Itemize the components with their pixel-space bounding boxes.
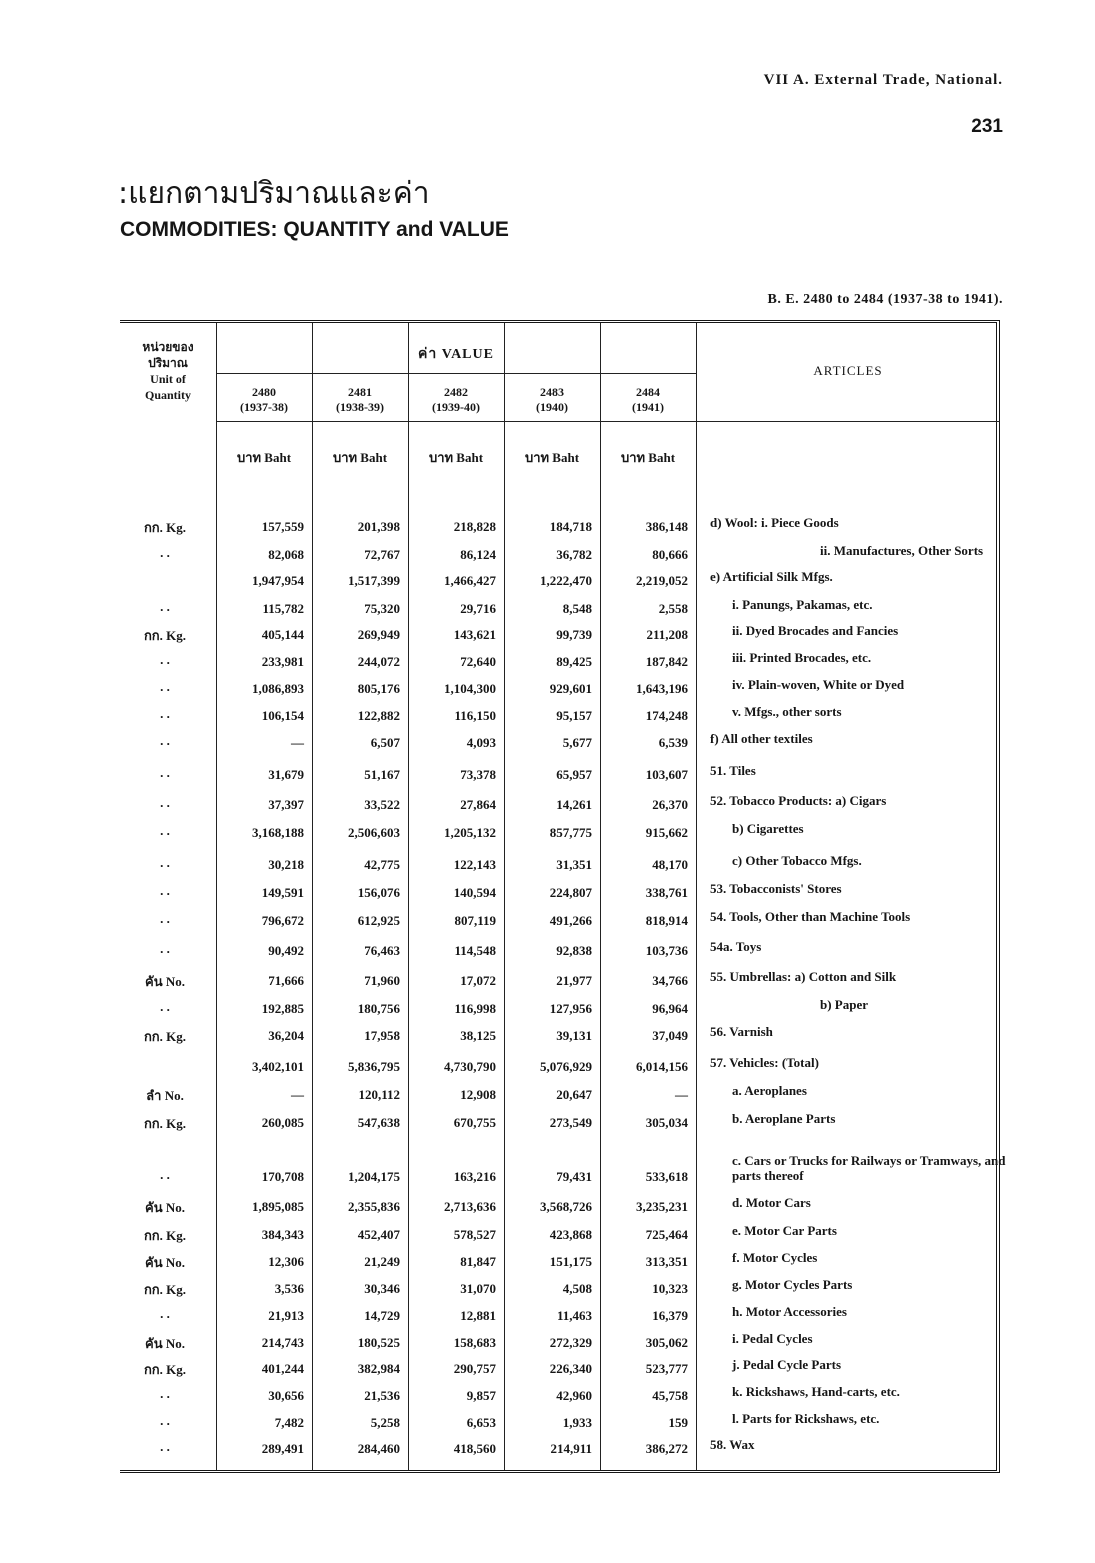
unit-cell: . . — [160, 999, 170, 1014]
value-cell: 17,072 — [460, 973, 496, 988]
article-cell: ii. Manufactures, Other Sorts — [820, 543, 984, 558]
table-row — [120, 1329, 1000, 1355]
value-cell: 180,525 — [357, 1335, 400, 1350]
value-cell: 103,736 — [645, 943, 688, 958]
value-cell: 31,351 — [556, 857, 592, 872]
value-cell: 12,306 — [268, 1254, 304, 1269]
value-cell: 11,463 — [556, 1308, 592, 1323]
value-cell: 305,062 — [645, 1335, 688, 1350]
value-cell: 180,756 — [357, 1001, 400, 1016]
value-cell: 48,170 — [652, 857, 688, 872]
value-cell: 273,549 — [549, 1115, 592, 1130]
value-cell: 14,261 — [556, 797, 592, 812]
value-cell: 2,506,603 — [348, 825, 400, 840]
value-cell: 36,782 — [556, 547, 592, 562]
value-cell: 807,119 — [454, 913, 496, 928]
unit-cell: . . — [160, 599, 170, 614]
value-cell: 2,219,052 — [636, 573, 688, 588]
table-row — [120, 702, 1000, 728]
table-row — [120, 1081, 1000, 1107]
value-cell: 21,536 — [364, 1388, 400, 1403]
table-row — [120, 819, 1000, 845]
value-cell: 120,112 — [358, 1087, 400, 1102]
value-cell: 224,807 — [549, 885, 592, 900]
value-cell: 31,070 — [460, 1281, 496, 1296]
table-row — [120, 851, 1000, 877]
unit-cell: . . — [160, 1386, 170, 1401]
value-cell: 5,677 — [562, 735, 592, 750]
article-cell: i. Pedal Cycles — [732, 1331, 813, 1346]
value-cell: 156,076 — [357, 885, 400, 900]
value-cell: 81,847 — [460, 1254, 496, 1269]
value-cell: 31,679 — [268, 767, 304, 782]
unit-cell: . . — [160, 1167, 170, 1182]
value-cell: 37,049 — [652, 1028, 688, 1043]
table-row — [120, 879, 1000, 905]
article-cell: 56. Varnish — [710, 1024, 773, 1039]
currency-label: บาท Baht — [620, 450, 676, 465]
table-row — [120, 1382, 1000, 1408]
article-cell: ii. Dyed Brocades and Fancies — [732, 623, 899, 638]
value-cell: 72,767 — [364, 547, 400, 562]
value-cell: 39,131 — [556, 1028, 592, 1043]
value-cell: 82,068 — [268, 547, 304, 562]
value-cell: 184,718 — [549, 519, 592, 534]
article-cell: d) Wool: i. Piece Goods — [710, 515, 839, 530]
value-cell: 313,351 — [645, 1254, 688, 1269]
value-cell: 272,329 — [549, 1335, 592, 1350]
value-cell: 33,522 — [364, 797, 400, 812]
value-cell: 8,548 — [562, 601, 592, 616]
table-row — [120, 761, 1000, 787]
value-cell: 201,398 — [357, 519, 400, 534]
year-header — [600, 385, 696, 415]
value-cell: 115,782 — [262, 601, 304, 616]
value-cell: 149,591 — [261, 885, 304, 900]
article-cell: 54a. Toys — [710, 939, 762, 954]
value-cell: 4,093 — [466, 735, 496, 750]
value-cell: 5,076,929 — [540, 1059, 592, 1074]
value-cell: 30,656 — [268, 1388, 304, 1403]
header-rule — [216, 421, 1000, 422]
article-cell: 53. Tobacconists' Stores — [710, 881, 842, 896]
value-cell: 38,125 — [460, 1028, 496, 1043]
value-cell: 71,960 — [364, 973, 400, 988]
table-row — [120, 1435, 1000, 1461]
article-cell: e) Artificial Silk Mfgs. — [710, 569, 833, 584]
unit-cell: . . — [160, 855, 170, 870]
value-cell: 6,653 — [466, 1415, 496, 1430]
article-cell: iii. Printed Brocades, etc. — [732, 650, 872, 665]
value-cell: 114,548 — [454, 943, 496, 958]
value-cell: 7,482 — [274, 1415, 304, 1430]
article-cell: f) All other textiles — [710, 731, 813, 746]
value-cell: 21,913 — [268, 1308, 304, 1323]
year-be: 2483 — [540, 385, 564, 399]
value-cell: 9,857 — [466, 1388, 496, 1403]
year-be: 2484 — [636, 385, 660, 399]
value-cell: — — [675, 1087, 688, 1102]
value-cell: 3,235,231 — [636, 1199, 688, 1214]
value-cell: 26,370 — [652, 797, 688, 812]
unit-cell: กก. Kg. — [143, 1228, 187, 1243]
value-cell: 34,766 — [652, 973, 688, 988]
value-cell: 96,964 — [652, 1001, 688, 1016]
value-cell: 30,218 — [268, 857, 304, 872]
value-cell: 30,346 — [364, 1281, 400, 1296]
unit-cell: กก. Kg. — [143, 1362, 187, 1377]
value-cell: 915,662 — [645, 825, 688, 840]
unit-cell: . . — [160, 883, 170, 898]
value-cell: 157,559 — [261, 519, 304, 534]
article-cell: 58. Wax — [710, 1437, 755, 1452]
value-cell: 1,933 — [562, 1415, 592, 1430]
value-cell: 6,539 — [658, 735, 688, 750]
unit-cell: คัน No. — [145, 974, 185, 989]
articles-header: ARTICLES — [813, 363, 883, 378]
article-cell: b) Paper — [820, 997, 869, 1012]
value-cell: 6,507 — [370, 735, 400, 750]
article-cell: d. Motor Cars — [732, 1195, 811, 1210]
value-cell: 857,775 — [549, 825, 592, 840]
header-rule — [216, 373, 696, 374]
value-cell: 122,882 — [357, 708, 400, 723]
unit-cell: . . — [160, 1439, 170, 1454]
year-header — [504, 385, 600, 415]
year-ad: (1940) — [536, 400, 568, 414]
unit-cell: คัน No. — [145, 1255, 185, 1270]
unit-cell: . . — [160, 652, 170, 667]
year-be: 2480 — [252, 385, 276, 399]
value-cell: 452,407 — [357, 1227, 400, 1242]
value-cell: 73,378 — [460, 767, 496, 782]
unit-cell: กก. Kg. — [143, 628, 187, 643]
value-cell: 260,085 — [261, 1115, 304, 1130]
value-cell: 37,397 — [268, 797, 304, 812]
value-cell: 95,157 — [556, 708, 592, 723]
table-row — [120, 1409, 1000, 1435]
unit-cell: คัน No. — [145, 1200, 185, 1215]
value-cell: 4,508 — [562, 1281, 592, 1296]
value-cell: 1,466,427 — [444, 573, 496, 588]
value-cell: 151,175 — [549, 1254, 592, 1269]
article-cell: g. Motor Cycles Parts — [732, 1277, 853, 1292]
year-ad: (1939-40) — [432, 400, 480, 414]
value-cell: 405,144 — [261, 627, 304, 642]
value-cell: 269,949 — [357, 627, 400, 642]
unit-cell: . . — [160, 795, 170, 810]
article-cell: 54. Tools, Other than Machine Tools — [710, 909, 911, 924]
value-cell: 2,713,636 — [444, 1199, 496, 1214]
value-cell: 17,958 — [364, 1028, 400, 1043]
unit-cell: . . — [160, 733, 170, 748]
value-cell: 16,379 — [652, 1308, 688, 1323]
table-row — [120, 937, 1000, 963]
value-cell: 45,758 — [652, 1388, 688, 1403]
value-cell: 423,868 — [549, 1227, 592, 1242]
unit-header-line: หน่วยของ — [142, 340, 194, 354]
unit-cell: . . — [160, 706, 170, 721]
value-cell: 214,743 — [261, 1335, 304, 1350]
value-cell: 805,176 — [357, 681, 400, 696]
year-header — [216, 385, 312, 415]
value-cell: 72,640 — [460, 654, 496, 669]
unit-header-line: ปริมาณ — [148, 356, 188, 370]
value-cell: 36,204 — [268, 1028, 304, 1043]
value-cell: 192,885 — [261, 1001, 304, 1016]
value-cell: 65,957 — [556, 767, 592, 782]
table-row — [120, 1109, 1000, 1135]
article-cell: 51. Tiles — [710, 763, 756, 778]
value-cell: 284,460 — [357, 1441, 400, 1456]
table-row — [120, 675, 1000, 701]
table-row — [120, 595, 1000, 621]
value-cell: 214,911 — [550, 1441, 592, 1456]
value-cell: 159 — [668, 1415, 688, 1430]
table-row — [120, 1193, 1000, 1219]
article-cell: k. Rickshaws, Hand-carts, etc. — [732, 1384, 900, 1399]
value-cell: 491,266 — [549, 913, 592, 928]
unit-cell: คัน No. — [145, 1336, 185, 1351]
article-cell: h. Motor Accessories — [732, 1304, 847, 1319]
unit-cell: . . — [160, 679, 170, 694]
value-cell: 670,755 — [453, 1115, 496, 1130]
value-cell: 116,150 — [454, 708, 496, 723]
unit-header — [120, 339, 216, 403]
value-cell: 71,666 — [268, 973, 304, 988]
unit-header-line: Unit of — [150, 372, 186, 386]
page-title: COMMODITIES: QUANTITY and VALUE — [120, 218, 509, 241]
title-thai: :แยกตามปริมาณและค่า — [118, 176, 430, 211]
value-cell: 163,216 — [453, 1169, 496, 1184]
unit-header-line: Quantity — [144, 388, 191, 402]
table-row — [120, 1275, 1000, 1301]
value-cell: 21,249 — [364, 1254, 400, 1269]
table-row — [120, 1221, 1000, 1247]
year-ad: (1941) — [632, 400, 664, 414]
section-heading: VII A. External Trade, National. — [763, 72, 1003, 88]
value-cell: 29,716 — [460, 601, 496, 616]
value-cell: 401,244 — [261, 1361, 304, 1376]
value-cell: 106,154 — [261, 708, 304, 723]
unit-cell: . . — [160, 1306, 170, 1321]
value-cell: 233,981 — [261, 654, 304, 669]
article-cell: i. Panungs, Pakamas, etc. — [732, 597, 873, 612]
year-be: 2482 — [444, 385, 468, 399]
value-cell: 174,248 — [645, 708, 688, 723]
value-cell: 158,683 — [453, 1335, 496, 1350]
table-row — [120, 567, 1000, 593]
value-cell: 76,463 — [364, 943, 400, 958]
value-cell: 211,208 — [646, 627, 688, 642]
value-cell: 14,729 — [364, 1308, 400, 1323]
value-cell: 1,104,300 — [444, 681, 496, 696]
article-cell: b) Cigarettes — [732, 821, 804, 836]
table-row — [120, 1022, 1000, 1048]
value-cell: 386,148 — [645, 519, 688, 534]
value-cell: 51,167 — [364, 767, 400, 782]
value-cell: 187,842 — [645, 654, 688, 669]
value-cell: 3,402,101 — [252, 1059, 304, 1074]
value-cell: 103,607 — [645, 767, 688, 782]
article-cell: l. Parts for Rickshaws, etc. — [732, 1411, 880, 1426]
value-cell: 27,864 — [460, 797, 496, 812]
table-row — [120, 1053, 1000, 1079]
value-cell: 3,568,726 — [540, 1199, 592, 1214]
value-cell: 382,984 — [357, 1361, 400, 1376]
year-header — [312, 385, 408, 415]
currency-label: บาท Baht — [332, 450, 388, 465]
value-cell: 290,757 — [453, 1361, 496, 1376]
value-cell: 90,492 — [268, 943, 304, 958]
value-cell: 122,143 — [453, 857, 496, 872]
year-ad: (1938-39) — [336, 400, 384, 414]
value-cell: 1,222,470 — [540, 573, 592, 588]
value-cell: 1,205,132 — [444, 825, 496, 840]
value-cell: 92,838 — [556, 943, 592, 958]
value-cell: 5,836,795 — [348, 1059, 400, 1074]
unit-cell: . . — [160, 545, 170, 560]
unit-cell: . . — [160, 941, 170, 956]
unit-cell: กก. Kg. — [143, 1029, 187, 1044]
table-row — [120, 1355, 1000, 1381]
value-cell: 725,464 — [645, 1227, 688, 1242]
value-cell: 1,947,954 — [252, 573, 304, 588]
value-cell: 79,431 — [556, 1169, 592, 1184]
value-cell: 1,895,085 — [252, 1199, 304, 1214]
article-cell: f. Motor Cycles — [732, 1250, 818, 1265]
unit-cell: . . — [160, 1413, 170, 1428]
value-cell: 140,594 — [453, 885, 496, 900]
value-cell: 80,666 — [652, 547, 688, 562]
value-cell: 170,708 — [261, 1169, 304, 1184]
value-cell: 305,034 — [645, 1115, 688, 1130]
value-cell: 1,643,196 — [636, 681, 688, 696]
value-cell: 12,881 — [460, 1308, 496, 1323]
table-row — [120, 967, 1000, 993]
value-cell: 2,558 — [658, 601, 688, 616]
value-cell: 226,340 — [549, 1361, 592, 1376]
table-row — [120, 648, 1000, 674]
article-cell: c) Other Tobacco Mfgs. — [732, 853, 862, 868]
unit-cell: . . — [160, 823, 170, 838]
unit-cell: กก. Kg. — [143, 520, 187, 535]
unit-cell: ลำ No. — [146, 1088, 184, 1103]
article-cell: j. Pedal Cycle Parts — [732, 1357, 842, 1372]
unit-cell: กก. Kg. — [143, 1116, 187, 1131]
table-row — [120, 541, 1000, 567]
value-cell: 86,124 — [460, 547, 496, 562]
value-cell: 818,914 — [645, 913, 688, 928]
value-cell: 3,168,188 — [252, 825, 304, 840]
value-cell: 338,761 — [645, 885, 688, 900]
value-cell: 418,560 — [453, 1441, 496, 1456]
value-cell: 116,998 — [454, 1001, 496, 1016]
value-cell: 21,977 — [556, 973, 592, 988]
article-cell: c. Cars or Trucks for Railways or Tramways, and parts thereof — [732, 1153, 1006, 1183]
value-cell: 6,014,156 — [636, 1059, 688, 1074]
value-cell: 523,777 — [645, 1361, 688, 1376]
period-label: B. E. 2480 to 2484 (1937-38 to 1941). — [767, 292, 1003, 307]
value-cell: 533,618 — [645, 1169, 688, 1184]
value-cell: 42,775 — [364, 857, 400, 872]
value-cell: 2,355,836 — [348, 1199, 400, 1214]
value-cell: — — [291, 1087, 304, 1102]
value-cell: 3,536 — [274, 1281, 304, 1296]
value-cell: 12,908 — [460, 1087, 496, 1102]
table-row — [120, 1248, 1000, 1274]
value-cell: 75,320 — [364, 601, 400, 616]
table-row — [120, 621, 1000, 647]
value-cell: 1,086,893 — [252, 681, 304, 696]
value-cell: 10,323 — [652, 1281, 688, 1296]
table-row — [120, 513, 1000, 539]
year-header — [408, 385, 504, 415]
unit-cell: . . — [160, 765, 170, 780]
value-cell: 386,272 — [645, 1441, 688, 1456]
value-cell: 384,343 — [261, 1227, 304, 1242]
table-row — [120, 1302, 1000, 1328]
year-be: 2481 — [348, 385, 372, 399]
currency-label: บาท Baht — [524, 450, 580, 465]
year-ad: (1937-38) — [240, 400, 288, 414]
article-cell: v. Mfgs., other sorts — [732, 704, 842, 719]
value-cell: 547,638 — [357, 1115, 400, 1130]
value-cell: 5,258 — [370, 1415, 400, 1430]
article-cell: b. Aeroplane Parts — [732, 1111, 836, 1126]
value-cell: 1,204,175 — [348, 1169, 400, 1184]
table-row — [120, 907, 1000, 933]
table-row — [120, 791, 1000, 817]
value-cell: 796,672 — [261, 913, 304, 928]
currency-label: บาท Baht — [428, 450, 484, 465]
value-cell: 89,425 — [556, 654, 592, 669]
value-cell: 42,960 — [556, 1388, 592, 1403]
article-cell: e. Motor Car Parts — [732, 1223, 837, 1238]
value-cell: 289,491 — [261, 1441, 304, 1456]
article-cell: a. Aeroplanes — [732, 1083, 807, 1098]
article-cell: 52. Tobacco Products: a) Cigars — [710, 793, 887, 808]
value-cell: 578,527 — [453, 1227, 496, 1242]
article-cell: 57. Vehicles: (Total) — [710, 1055, 819, 1070]
value-cell: 929,601 — [549, 681, 592, 696]
value-cell: 244,072 — [357, 654, 400, 669]
article-cell: iv. Plain-woven, White or Dyed — [732, 677, 905, 692]
value-cell: — — [291, 735, 304, 750]
currency-label: บาท Baht — [236, 450, 292, 465]
value-cell: 612,925 — [357, 913, 400, 928]
value-cell: 99,739 — [556, 627, 592, 642]
value-cell: 143,621 — [453, 627, 496, 642]
value-cell: 1,517,399 — [348, 573, 400, 588]
value-cell: 20,647 — [556, 1087, 592, 1102]
page-number: 231 — [971, 116, 1003, 137]
article-cell: 55. Umbrellas: a) Cotton and Silk — [710, 969, 897, 984]
table-row — [120, 1153, 1006, 1189]
value-header: ค่า VALUE — [418, 347, 494, 362]
table-row — [120, 729, 1000, 755]
unit-cell: กก. Kg. — [143, 1282, 187, 1297]
value-cell: 127,956 — [549, 1001, 592, 1016]
value-cell: 4,730,790 — [444, 1059, 496, 1074]
commodities-table — [120, 320, 1006, 1473]
unit-cell: . . — [160, 911, 170, 926]
value-cell: 218,828 — [453, 519, 496, 534]
table-row — [120, 995, 1000, 1021]
